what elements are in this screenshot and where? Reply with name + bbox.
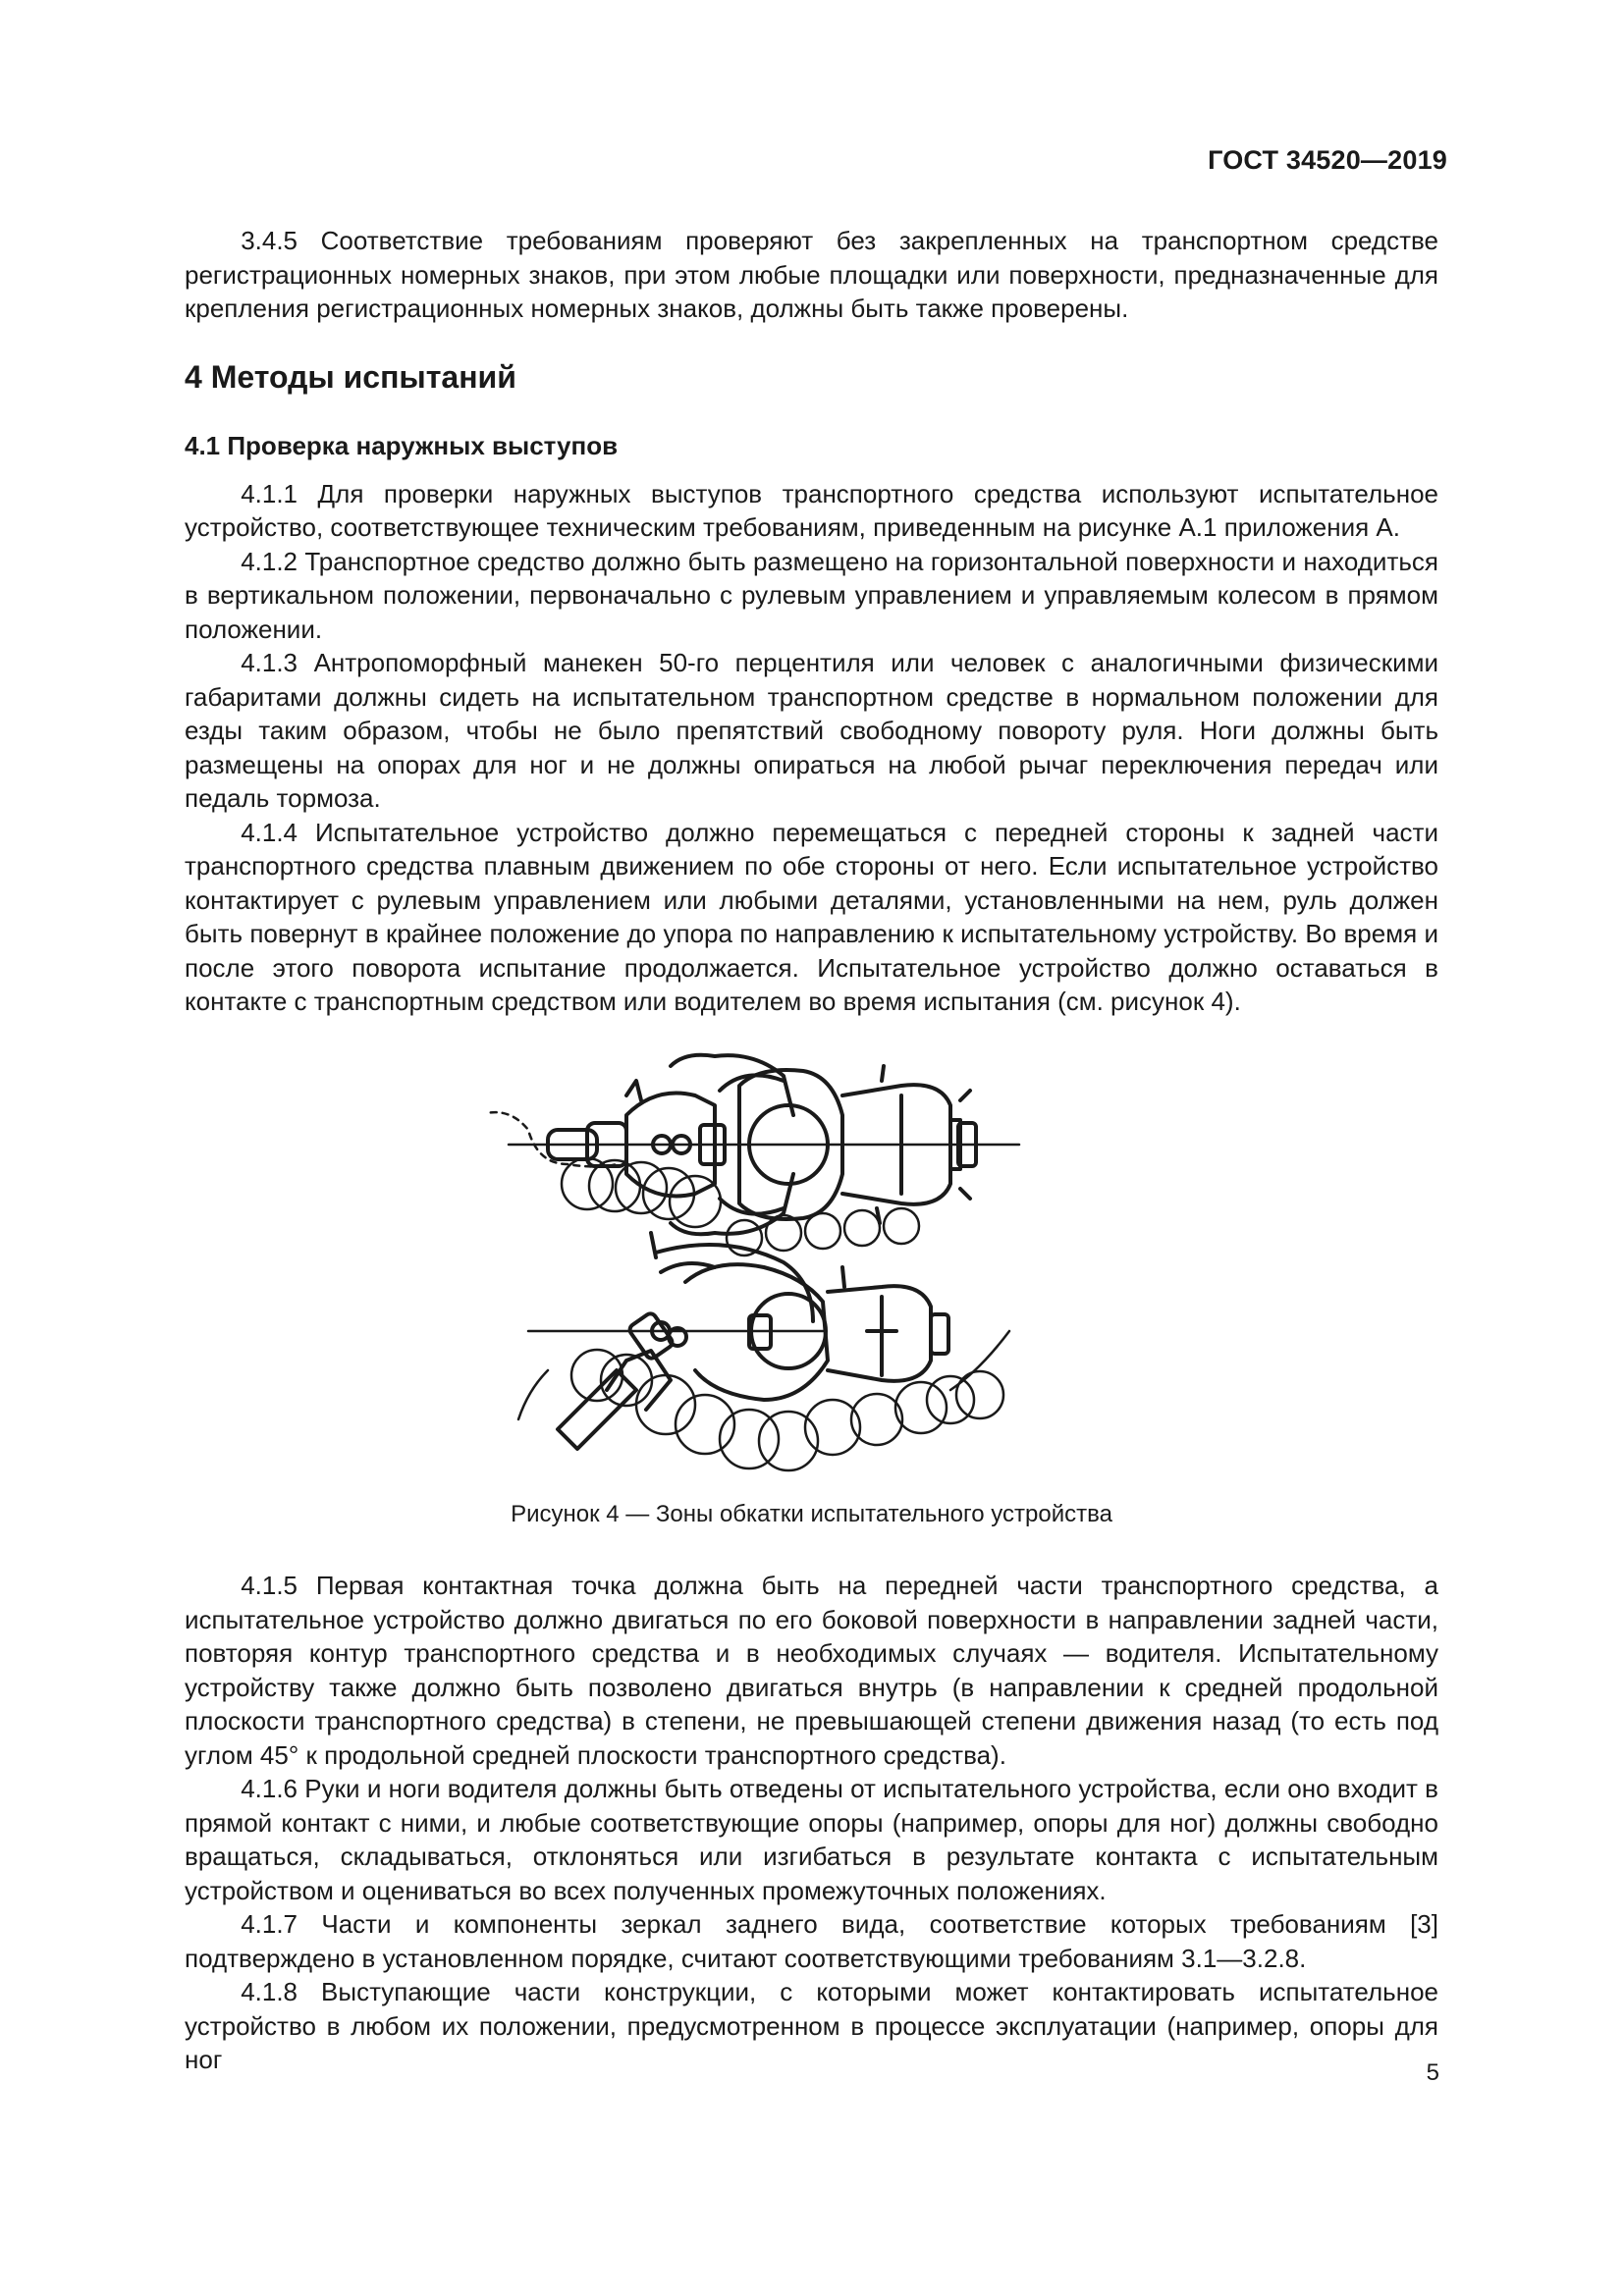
paragraph-4-1-4: 4.1.4 Испытательное устройство должно перемещаться с передней стороны к задней части транспортного средства плавным движением по обе стороны от него. Если испытательное устройство контактирует с рулевым управлением или любыми деталями, установленными на нем, руль должен быть повернут в крайнее положение до упора по направлению к испытательному устройству. Во время и после этого поворота испытание продолжается. Испытательное устройство должно оставаться в контакте с транспортным средством или водителем во время испытания (см. рисунок 4). xyxy=(185,817,1438,1016)
paragraph-4-1-5: 4.1.5 Первая контактная точка должна быть на передней части транспортного средства, а испытательное устройство должно двигаться по его боковой поверхности в направлении задней части, повторяя контур транспортного средства и в необходимых случаях — водителя. Испытательному устройству также должно быть позволено двигаться внутрь (в направлении к средней продольной плоскости транспортного средства) в степени, не превышающей степени движения назад (то есть под углом 45° к продольной средней плоскости транспортного средства). xyxy=(185,1571,1438,1770)
paragraph-4-1-2: 4.1.2 Транспортное средство должно быть размещено на горизонтальной поверхности и находиться в вертикальном положении, первоначально с рулевым управлением и управляемым колесом в прямом положении. xyxy=(185,546,1438,644)
document-code-header: ГОСТ 34520—2019 xyxy=(1208,145,1447,175)
paragraph-4-1-1: 4.1.1 Для проверки наружных выступов транспортного средства используют испытательное устройство, соответствующее техническим требованиям, приведенным на рисунке А.1 приложения А. xyxy=(185,478,1438,542)
paragraph-4-1-7: 4.1.7 Части и компоненты зеркал заднего вида, соответствие которых требованиям [3] подтверждено в установленном порядке, считают соответствующими требованиям 3.1—3.2.8. xyxy=(185,1909,1438,1973)
figure-4 xyxy=(185,1037,1438,1498)
motorcycle-turned xyxy=(518,1233,1009,1470)
figure-caption: Рисунок 4 — Зоны обкатки испытательного устройства xyxy=(511,1500,1112,1527)
section-title: 4 Методы испытаний xyxy=(185,358,516,395)
page-number: 5 xyxy=(1426,2059,1439,2086)
paragraph-4-1-8: 4.1.8 Выступающие части конструкции, с которыми может контактировать испытательное устройство в любом их положении, предусмотренном в процессе эксплуатации (например, опоры для ног xyxy=(185,1977,1438,2074)
paragraph-3-4-5: 3.4.5 Соответствие требованиям проверяют без закрепленных на транспортном средстве регистрационных номерных знаков, при этом любые площадки или поверхности, предназначенные для крепления регистрационных номерных знаков, должны быть также проверены. xyxy=(185,226,1438,323)
paragraph-4-1-3: 4.1.3 Антропоморфный манекен 50-го перцентиля или человек с аналогичными физическими габаритами должны сидеть на испытательном транспортном средстве в нормальном положении для езды таким образом, чтобы не было препятствий свободному повороту руля. Ноги должны быть размещены на опорах для ног и не должны опираться на любой рычаг переключения передач или педаль тормоза. xyxy=(185,648,1438,813)
motorcycle-straight xyxy=(489,1054,1019,1255)
paragraph-4-1-6: 4.1.6 Руки и ноги водителя должны быть отведены от испытательного устройства, если оно входит в прямой контакт с ними, и любые соответствующие опоры (например, опоры для ног) должны свободно вращаться, складываться, отклоняться или изгибаться в результате контакта с испытательным устройством и оцениваться во всех полученных промежуточных положениях. xyxy=(185,1774,1438,1905)
subsection-title: 4.1 Проверка наружных выступов xyxy=(185,430,619,460)
page-content xyxy=(185,224,1438,2077)
motorcycle-test-zones-drawing xyxy=(489,1037,1216,1498)
